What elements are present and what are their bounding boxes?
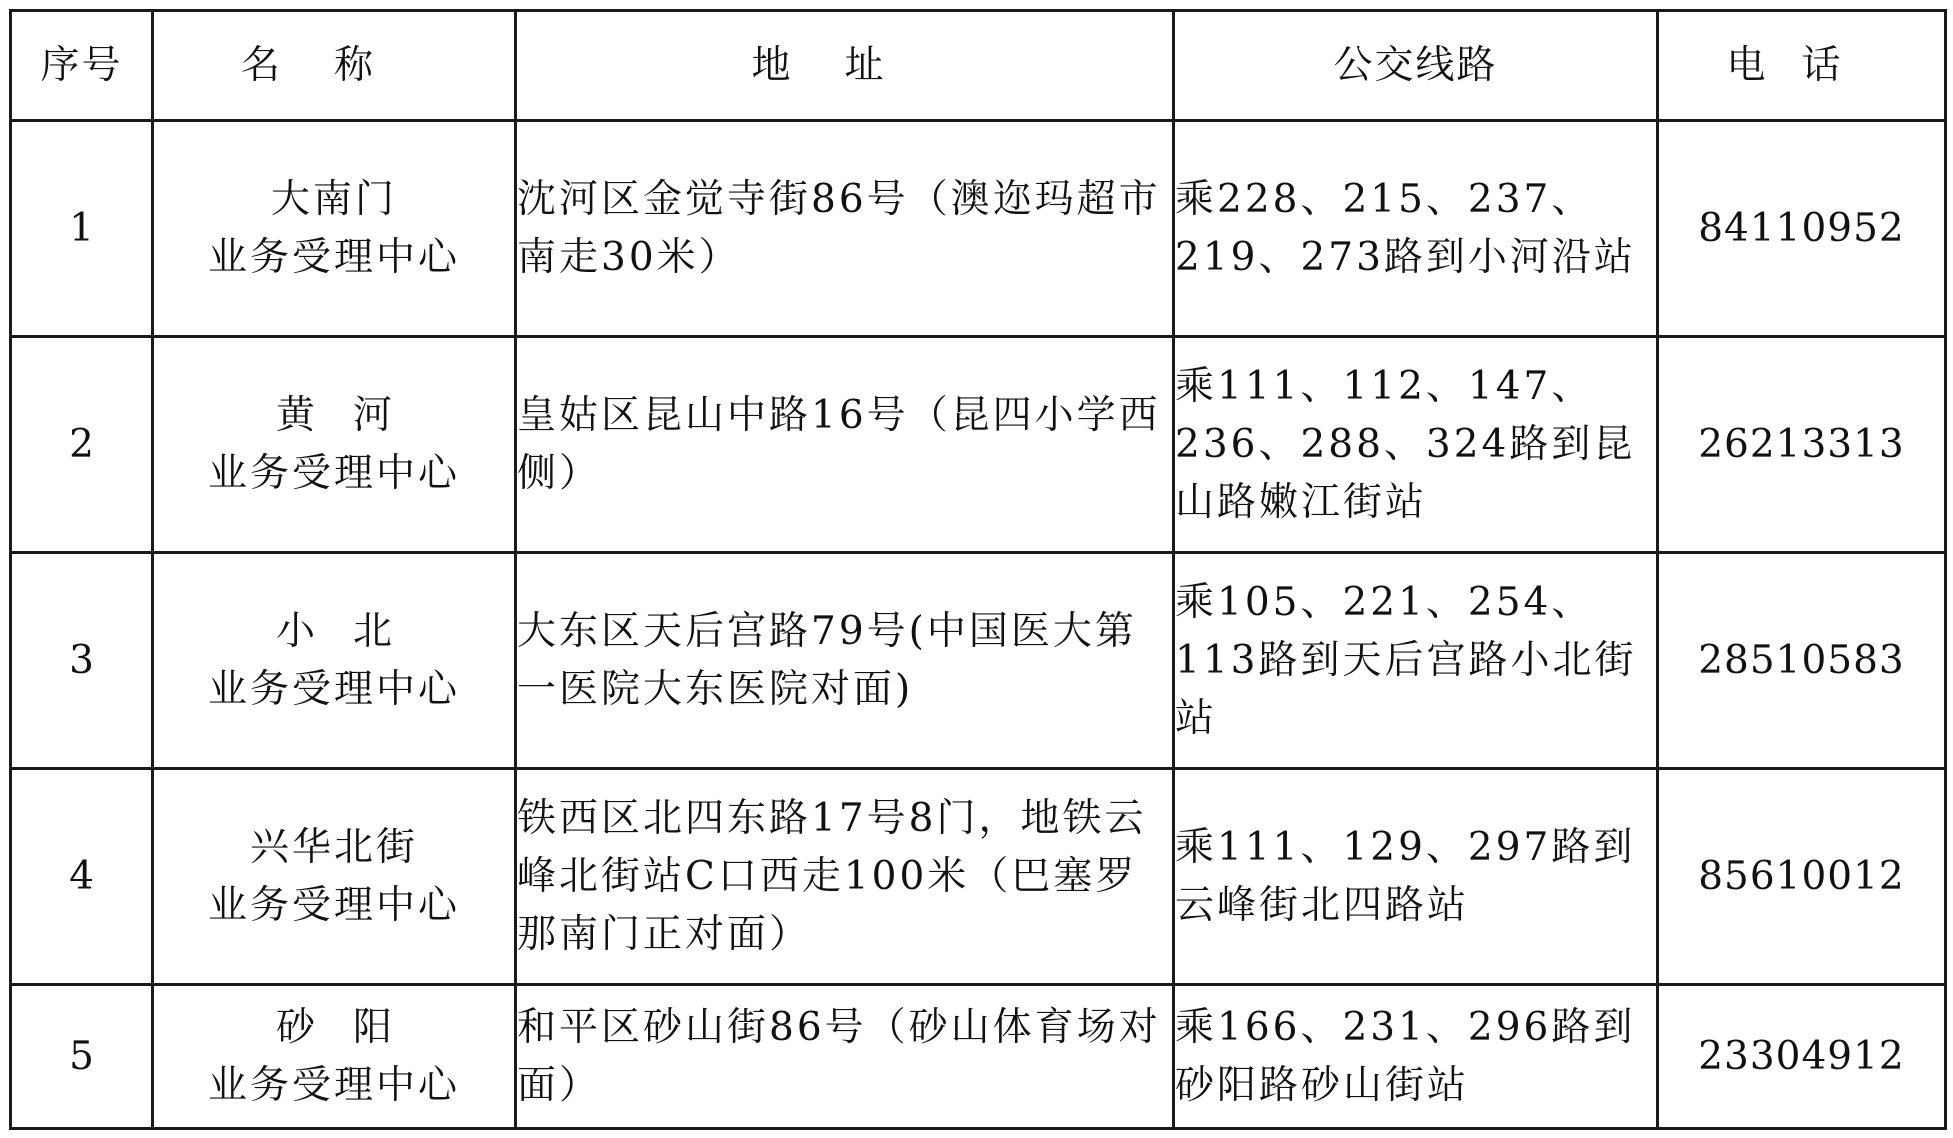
- phone-number: 26213313: [1658, 337, 1946, 553]
- bus-routes: 乘111、129、297路到云峰街北四路站: [1174, 769, 1658, 985]
- center-type: 业务受理中心: [207, 234, 460, 280]
- center-type: 业务受理中心: [207, 450, 460, 496]
- center-name: 砂阳: [275, 1004, 430, 1050]
- header-address: 地址: [516, 11, 1174, 121]
- row-index: 3: [11, 553, 153, 769]
- center-name-cell: [153, 337, 516, 553]
- center-address: 和平区砂山街86号（砂山体育场对面）: [516, 985, 1174, 1129]
- bus-routes: 乘166、231、296路到砂阳路砂山街站: [1174, 985, 1658, 1129]
- center-name-cell: [153, 769, 516, 985]
- center-type: 业务受理中心: [207, 882, 460, 928]
- phone-number: 84110952: [1658, 121, 1946, 337]
- table-row: [11, 769, 1946, 985]
- center-address: 铁西区北四东路17号8门，地铁云峰北街站C口西走100米（巴塞罗那南门正对面）: [516, 769, 1174, 985]
- center-name: 黄河: [275, 392, 430, 438]
- phone-number: 28510583: [1658, 553, 1946, 769]
- center-name: 兴华北街: [249, 824, 418, 870]
- row-index: 5: [11, 985, 153, 1129]
- bus-routes: 乘228、215、237、219、273路到小河沿站: [1174, 121, 1658, 337]
- service-center-table-container: [9, 9, 1947, 1130]
- header-bus: 公交线路: [1174, 11, 1658, 121]
- center-name-cell: [153, 553, 516, 769]
- center-address: 皇姑区昆山中路16号（昆四小学西侧）: [516, 337, 1174, 553]
- service-center-table: [9, 9, 1947, 1130]
- header-name: 名称: [153, 11, 516, 121]
- bus-routes: 乘105、221、254、113路到天后宫路小北街站: [1174, 553, 1658, 769]
- row-index: 2: [11, 337, 153, 553]
- center-name: 大南门: [270, 176, 397, 222]
- center-type: 业务受理中心: [207, 1062, 460, 1108]
- phone-number: 85610012: [1658, 769, 1946, 985]
- table-header-row: [11, 11, 1946, 121]
- table-row: [11, 337, 1946, 553]
- table-row: [11, 553, 1946, 769]
- center-name: 小北: [275, 608, 430, 654]
- center-address: 沈河区金觉寺街86号（澳迩玛超市南走30米）: [516, 121, 1174, 337]
- bus-routes: 乘111、112、147、236、288、324路到昆山路嫩江街站: [1174, 337, 1658, 553]
- row-index: 4: [11, 769, 153, 985]
- center-name-cell: [153, 985, 516, 1129]
- table-row: [11, 121, 1946, 337]
- row-index: 1: [11, 121, 153, 337]
- phone-number: 23304912: [1658, 985, 1946, 1129]
- center-address: 大东区天后宫路79号(中国医大第一医院大东医院对面): [516, 553, 1174, 769]
- header-index: 序号: [11, 11, 153, 121]
- center-type: 业务受理中心: [207, 666, 460, 712]
- table-row: [11, 985, 1946, 1129]
- center-name-cell: [153, 121, 516, 337]
- header-phone: 电话: [1658, 11, 1946, 121]
